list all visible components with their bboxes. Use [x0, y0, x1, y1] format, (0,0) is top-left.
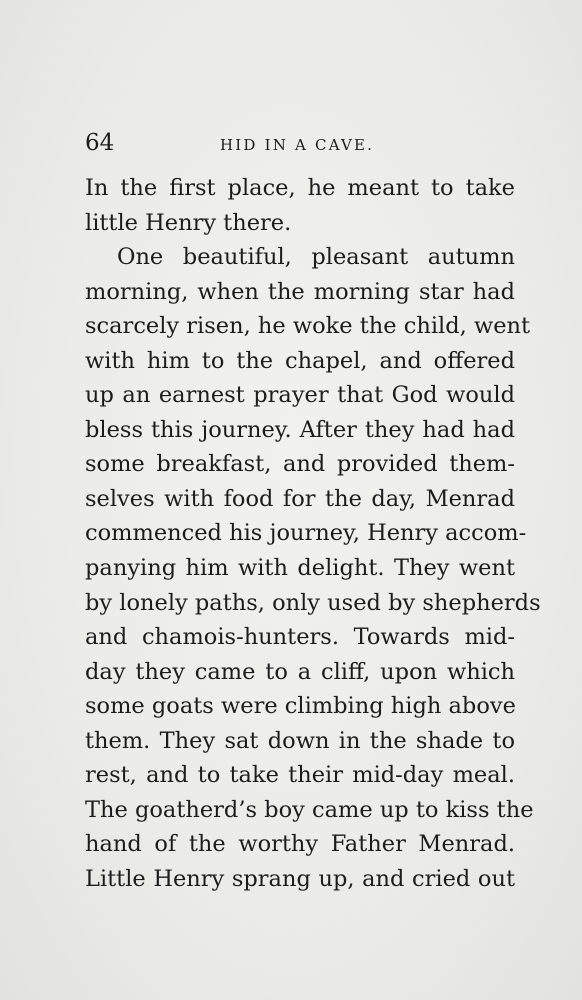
- text-line: with him to the chapel, and offered: [85, 347, 515, 374]
- text-line: them. They sat down in the shade to: [85, 727, 515, 754]
- page-number: 64: [85, 130, 115, 156]
- text-line: One beautiful, pleasant autumn: [117, 244, 515, 271]
- text-line: bless this journey. After they had had: [85, 416, 515, 443]
- text-line: by lonely paths, only used by shepherds: [85, 589, 541, 616]
- text-line: Little Henry sprang up, and cried out: [85, 865, 515, 892]
- text-line: and chamois-hunters. Towards mid-: [85, 624, 515, 651]
- body-text: [85, 171, 541, 896]
- running-title: HID IN A CAVE.: [220, 136, 375, 154]
- text-line: panying him with delight. They went: [85, 555, 515, 582]
- text-line: day they came to a cliff, upon which: [85, 658, 515, 685]
- text-line: The goatherd’s boy came up to kiss the: [85, 796, 534, 823]
- text-line: little Henry there.: [85, 209, 292, 236]
- text-line: scarcely risen, he woke the child, went: [85, 313, 531, 340]
- text-line: In the first place, he meant to take: [85, 175, 515, 201]
- text-line: hand of the worthy Father Menrad.: [85, 831, 515, 858]
- text-line: morning, when the morning star had: [85, 278, 515, 305]
- text-line: some goats were climbing high above: [85, 693, 516, 720]
- text-line: some breakfast, and provided them-: [85, 451, 515, 478]
- text-line: commenced his journey, Henry accom-: [85, 520, 527, 547]
- running-head: [85, 128, 515, 162]
- text-line: rest, and to take their mid-day meal.: [85, 762, 515, 789]
- text-line: up an earnest prayer that God would: [85, 382, 515, 409]
- text-line: selves with food for the day, Menrad: [85, 485, 515, 512]
